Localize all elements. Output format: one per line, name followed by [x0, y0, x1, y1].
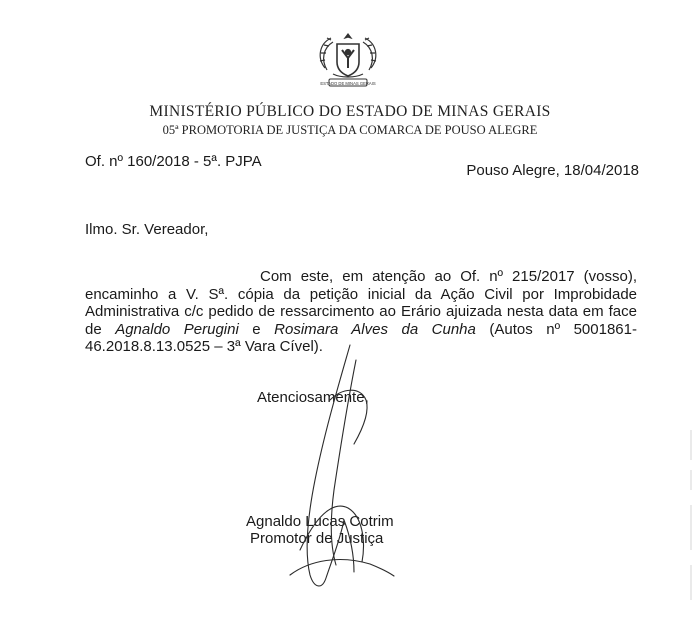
organization-name: MINISTÉRIO PÚBLICO DO ESTADO DE MINAS GERAIS — [149, 103, 551, 120]
salutation: Ilmo. Sr. Vereador, — [85, 221, 209, 238]
coat-of-arms-seal — [313, 28, 383, 94]
place-date: Pouso Alegre, 18/04/2018 — [466, 162, 639, 179]
body-text-part1: Com este, em atenção ao Of. nº 215/2017 (vosso), encaminho a V. Sª. cópia da petição inicial da Ação Civil por Improbidade Administrativa c/c pedido de ressarcimento ao Erário ajuizada nesta data em face de — [85, 268, 637, 338]
body-connector: e — [238, 320, 275, 338]
defendant-name-1: Agnaldo Perugini — [115, 320, 239, 338]
document-reference: Of. nº 160/2018 - 5ª. PJPA — [85, 153, 262, 170]
handwritten-signature — [270, 340, 410, 595]
signer-title: Promotor de Justiça — [250, 530, 384, 547]
defendant-name-2: Rosimara Alves da Cunha — [274, 320, 476, 338]
signer-name: Agnaldo Lucas Cotrim — [246, 513, 394, 530]
closing: Atenciosamente, — [257, 389, 369, 406]
body-text-part2: (Autos nº 5001861-46.2018.8.13.0525 – 3ª Vara Cível). — [85, 320, 637, 355]
edge-stamp-mark — [686, 430, 696, 600]
seal-text: ESTADO DE MINAS GERAIS — [320, 81, 376, 86]
office-name: 05ª PROMOTORIA DE JUSTIÇA DA COMARCA DE POUSO ALEGRE — [162, 123, 538, 137]
